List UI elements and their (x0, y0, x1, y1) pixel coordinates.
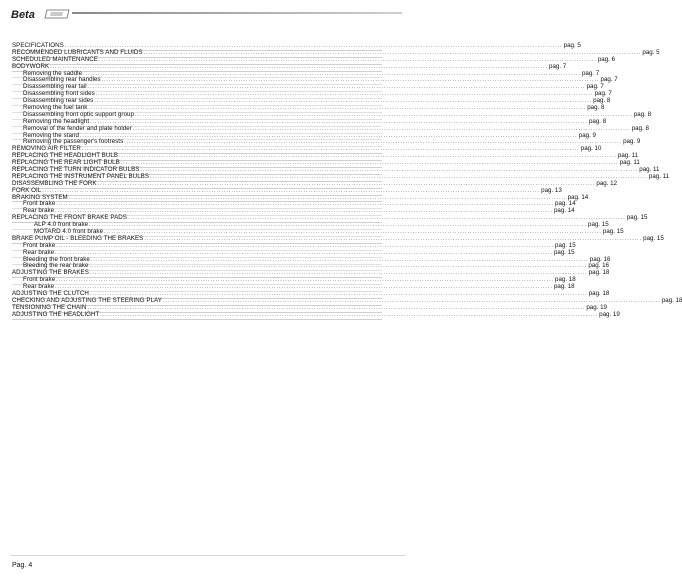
toc-leader-dots: ........................................................................................................................................................................................................ (55, 284, 553, 291)
toc-entry-title: Rear brake (23, 248, 55, 256)
toc-leader-dots: ........................................................................................................................................................................................................ (127, 215, 626, 222)
toc-entry-page: pag. 8 (631, 124, 649, 132)
toc-entry-page: pag. 18 (555, 276, 576, 284)
toc-entry-page: pag. 18 (588, 290, 610, 298)
toc-leader-dots: ........................................................................................................................................................................................................ (124, 139, 623, 146)
toc-entry-title: CHECKING AND ADJUSTING THE STEERING PLAY (12, 296, 162, 304)
toc-entry-page: pag. 12 (596, 179, 618, 187)
toc-entry-page: pag. 5 (563, 41, 581, 49)
toc-leader-dots: ........................................................................................................................................................................................................ (95, 91, 594, 98)
toc-entry-title: ALP 4.0 front brake (34, 221, 89, 229)
toc-leader-dots: ........................................................................................................................................................................................................ (87, 304, 586, 311)
toc-leader-dots: ........................................................................................................................................................................................................ (89, 263, 588, 270)
toc-entry-page: pag. 14 (567, 193, 589, 201)
toc-entry-title: Disassembling rear sides (23, 97, 94, 105)
toc-entry-title: Front brake (23, 276, 56, 284)
toc-leader-dots: ........................................................................................................................................................................................................ (55, 208, 553, 215)
toc-entry-title: REMOVING AIR FILTER (12, 145, 81, 153)
toc-leader-dots: ........................................................................................................................................................................................................ (56, 201, 555, 208)
toc-entry-title: ADJUSTING THE BRAKES (12, 269, 89, 277)
toc-entry-title: Removal of the fender and plate holder (23, 124, 132, 132)
toc-leader-dots: ........................................................................................................................................................................................................ (97, 180, 596, 187)
toc-leader-dots: ........................................................................................................................................................................................................ (150, 173, 648, 180)
toc-leader-dots: ........................................................................................................................................................................................................ (89, 291, 588, 298)
toc-leader-dots: ........................................................................................................................................................................................................ (83, 70, 581, 77)
toc-entry-page: pag. 8 (587, 104, 605, 111)
toc-leader-dots: ........................................................................................................................................................................................................ (81, 146, 580, 153)
toc-leader-dots: ........................................................................................................................................................................................................ (144, 235, 643, 242)
toc-entry-title: REPLACING THE HEADLIGHT BULB (12, 152, 119, 160)
toc-leader-dots: ........................................................................................................................................................................................................ (89, 270, 588, 277)
toc-entry-page: pag. 8 (593, 97, 611, 105)
toc-entry-title: Bleeding the rear brake (23, 262, 89, 270)
toc-entry-page: pag. 8 (588, 117, 607, 125)
toc-entry (12, 310, 620, 320)
toc-entry-title: ADJUSTING THE CLUTCH (12, 290, 89, 298)
toc-leader-dots: ........................................................................................................................................................................................................ (50, 63, 549, 70)
toc-entry-title: SPECIFICATIONS (12, 41, 64, 49)
toc-leader-dots: ........................................................................................................................................................................................................ (94, 98, 593, 105)
toc-leader-dots: ........................................................................................................................................................................................................ (79, 132, 578, 139)
toc-entry-page: pag. 19 (599, 310, 620, 318)
toc-entry-title: Rear brake (23, 283, 55, 291)
toc-leader-dots: ........................................................................................................................................................................................................ (90, 118, 588, 125)
toc-entry-title: MOTARD 4.0 front brake (34, 228, 104, 236)
toc-entry-title: Removing the passenger's footrests (23, 138, 124, 146)
table-of-contents (12, 41, 682, 320)
toc-entry-page: pag. 6 (597, 55, 616, 63)
toc-entry-page: pag. 7 (549, 62, 567, 70)
toc-entry-page: pag. 14 (553, 207, 575, 215)
toc-entry-title: TENSIONING THE CHAIN (12, 303, 87, 311)
page-number: Pag. 4 (12, 562, 33, 569)
toc-entry-title: FORK OIL (12, 186, 42, 194)
toc-leader-dots: ........................................................................................................................................................................................................ (89, 222, 587, 229)
toc-entry-page: pag. 15 (626, 214, 648, 222)
beta-logo (11, 7, 81, 19)
toc-entry-page: pag. 14 (555, 200, 576, 208)
toc-entry-page: pag. 10 (580, 145, 602, 153)
toc-entry-page: pag. 11 (648, 172, 670, 180)
toc-entry-page: pag. 9 (623, 138, 641, 146)
toc-entry-title: Disassembling rear handles (23, 76, 101, 84)
toc-entry-title: Front brake (23, 241, 56, 249)
toc-entry-title: Removing the stand (23, 131, 79, 139)
toc-entry-page: pag. 15 (602, 228, 624, 236)
toc-leader-dots: ........................................................................................................................................................................................................ (104, 229, 602, 236)
toc-leader-dots: ........................................................................................................................................................................................................ (90, 256, 589, 263)
toc-leader-dots: ........................................................................................................................................................................................................ (56, 277, 555, 284)
toc-entry-title: Rear brake (23, 207, 55, 215)
toc-leader-dots: ........................................................................................................................................................................................................ (143, 49, 642, 56)
toc-leader-dots: ........................................................................................................................................................................................................ (134, 111, 633, 118)
toc-entry-title: REPLACING THE INSTRUMENT PANEL BULBS (12, 172, 150, 180)
page-header (0, 0, 416, 22)
toc-entry-page: pag. 13 (541, 186, 562, 194)
toc-entry-title: SCHEDULED MAINTENANCE (12, 55, 98, 63)
toc-leader-dots: ........................................................................................................................................................................................................ (64, 42, 563, 49)
toc-entry-page: pag. 9 (578, 131, 596, 139)
toc-entry-title: REPLACING THE FRONT BRAKE PADS (12, 214, 127, 222)
toc-entry-title: ADJUSTING THE HEADLIGHT (12, 310, 100, 318)
toc-leader-dots: ........................................................................................................................................................................................................ (120, 160, 619, 167)
toc-entry-title: REPLACING THE TURN INDICATOR BULBS (12, 166, 140, 174)
toc-leader-dots: ........................................................................................................................................................................................................ (98, 56, 597, 63)
toc-leader-dots: ........................................................................................................................................................................................................ (101, 77, 600, 84)
toc-entry-page: pag. 15 (555, 241, 576, 249)
toc-leader-dots: ........................................................................................................................................................................................................ (119, 153, 617, 160)
toc-entry-page: pag. 7 (600, 76, 618, 84)
toc-entry-title: BODYWORK (12, 62, 50, 70)
toc-leader-dots: ........................................................................................................................................................................................................ (56, 242, 555, 249)
toc-entry-title: Disassembling front optic support group (23, 110, 134, 118)
toc-entry-page: pag. 18 (588, 269, 610, 277)
toc-entry-title: BRAKE PUMP OIL - BLEEDING THE BRAKES (12, 234, 144, 242)
toc-leader-dots: ........................................................................................................................................................................................................ (162, 297, 661, 304)
toc-entry-page: pag. 11 (639, 166, 660, 174)
toc-entry-title: Disassembling front sides (23, 90, 95, 98)
toc-leader-dots: ........................................................................................................................................................................................................ (88, 105, 587, 111)
toc-leader-dots: ........................................................................................................................................................................................................ (100, 311, 599, 318)
toc-entry-page: pag. 15 (588, 221, 609, 229)
toc-entry-page: pag. 19 (586, 303, 607, 311)
toc-leader-dots: ........................................................................................................................................................................................................ (140, 167, 639, 174)
toc-leader-dots: ........................................................................................................................................................................................................ (87, 84, 586, 91)
toc-entry-title: Disassembling rear tail (23, 83, 87, 91)
toc-entry-title: DISASSEMBLING THE FORK (12, 179, 97, 187)
toc-entry-page: pag. 15 (553, 248, 575, 256)
toc-entry-title: Front brake (23, 200, 56, 208)
toc-entry-title: BRAKING SYSTEM (12, 193, 68, 201)
toc-entry-title: REPLACING THE REAR LIGHT BULB (12, 159, 120, 167)
toc-entry-page: pag. 16 (588, 262, 609, 270)
toc-entry-title: Removing the saddle (23, 69, 83, 77)
toc-entry-title: Removing the fuel tank (23, 104, 88, 111)
toc-entry-page: pag. 7 (586, 83, 604, 91)
toc-entry-title: RECOMMENDED LUBRICANTS AND FLUIDS (12, 48, 143, 56)
header-rule (72, 12, 402, 14)
toc-entry-page: pag. 7 (594, 90, 612, 98)
toc-entry-title: Removing the headlight (23, 117, 90, 125)
toc-entry-page: pag. 18 (661, 296, 682, 304)
toc-entry-title: Bleeding the front brake (23, 255, 90, 263)
toc-entry-page: pag. 7 (581, 69, 600, 77)
toc-leader-dots: ........................................................................................................................................................................................................ (68, 194, 567, 201)
toc-leader-dots: ........................................................................................................................................................................................................ (55, 249, 553, 256)
toc-entry-page: pag. 11 (617, 152, 639, 160)
footer-rule (10, 555, 406, 556)
toc-entry-page: pag. 8 (633, 110, 652, 118)
toc-entry-page: pag. 15 (643, 234, 664, 242)
svg-text:Beta: Beta (11, 9, 35, 21)
toc-leader-dots: ........................................................................................................................................................................................................ (42, 187, 541, 194)
toc-entry-page: pag. 5 (642, 48, 660, 56)
toc-entry-page: pag. 18 (553, 283, 575, 291)
toc-leader-dots: ........................................................................................................................................................................................................ (132, 125, 631, 132)
toc-entry-page: pag. 11 (619, 159, 640, 167)
toc-entry-page: pag. 16 (589, 255, 611, 263)
